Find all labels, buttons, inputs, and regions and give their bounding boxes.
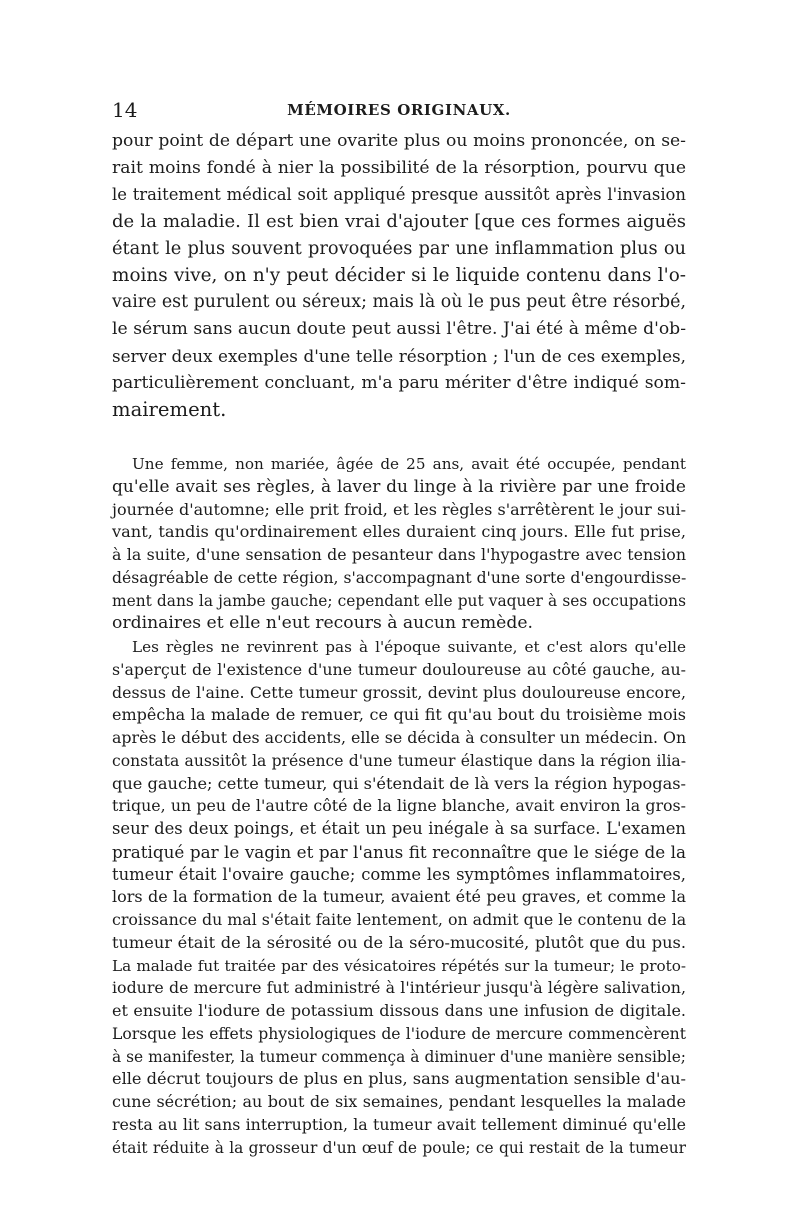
text-line: pratiqué par le vagin et par l'anus fit reconnaître que le siége de la bbox=[112, 841, 686, 862]
text-line: tumeur était l'ovaire gauche; comme les symptômes inflammatoires, bbox=[112, 864, 686, 884]
paragraph-2 bbox=[112, 453, 686, 635]
text-line: s'aperçut de l'existence d'une tumeur douloureuse au côté gauche, au- bbox=[112, 659, 686, 679]
page-number: 14 bbox=[112, 98, 138, 122]
text-line: Les règles ne revinrent pas à l'époque suivante, et c'est alors qu'elle bbox=[132, 638, 686, 656]
text-line: pour point de départ une ovarite plus ou moins prononcée, on se- bbox=[112, 131, 686, 151]
text-line: était réduite à la grosseur d'un œuf de poule; ce qui restait de la tumeur bbox=[112, 1138, 686, 1157]
text-line: rait moins fondé à nier la possibilité de la résorption, pourvu que bbox=[112, 157, 686, 178]
text-line: seur des deux poings, et était un peu inégale à sa surface. L'examen bbox=[112, 819, 686, 838]
text-line: le sérum sans aucun doute peut aussi l'être. J'ai été à même d'ob- bbox=[112, 319, 686, 340]
text-line: mairement. bbox=[112, 398, 227, 422]
text-line: vant, tandis qu'ordinairement elles duraient cinq jours. Elle fut prise, bbox=[112, 522, 686, 542]
running-title: MÉMOIRES ORIGINAUX. bbox=[287, 101, 511, 119]
text-line: après le début des accidents, elle se décida à consulter un médecin. On bbox=[112, 728, 687, 747]
text-line: et ensuite l'iodure de potassium dissous dans une infusion de digitale. bbox=[112, 1001, 686, 1020]
text-line: Lorsque les effets physiologiques de l'iodure de mercure commencèrent bbox=[112, 1024, 686, 1043]
text-line: iodure de mercure fut administré à l'intérieur jusqu'à légère salivation, bbox=[112, 978, 686, 998]
text-line: elle décrut toujours de plus en plus, sans augmentation sensible d'au- bbox=[112, 1069, 686, 1089]
text-line: resta au lit sans interruption, la tumeur avait tellement diminué qu'elle bbox=[112, 1114, 686, 1134]
text-line: à la suite, d'une sensation de pesanteur dans l'hypogastre avec tension bbox=[112, 545, 686, 564]
text-line: La malade fut traitée par des vésicatoires répétés sur la tumeur; le proto- bbox=[112, 956, 686, 975]
text-line: vaire est purulent ou séreux; mais là où le pus peut être résorbé, bbox=[112, 292, 686, 313]
text-line: cune sécrétion; au bout de six semaines, pendant lesquelles la malade bbox=[112, 1092, 686, 1111]
text-line: qu'elle avait ses règles, à laver du linge à la rivière par une froide bbox=[112, 476, 686, 497]
page-header bbox=[112, 97, 686, 123]
text-line: moins vive, on n'y peut décider si le liquide contenu dans l'o- bbox=[112, 264, 686, 286]
text-line: journée d'automne; elle prit froid, et les règles s'arrêtèrent le jour sui- bbox=[112, 499, 686, 519]
text-line: server deux exemples d'une telle résorption ; l'un de ces exemples, bbox=[112, 346, 686, 367]
text-line: dessus de l'aine. Cette tumeur grossit, devint plus douloureuse encore, bbox=[112, 682, 686, 702]
paragraph-3 bbox=[112, 636, 686, 1159]
text-line: le traitement médical soit appliqué presque aussitôt après l'invasion bbox=[112, 184, 686, 204]
text-line: trique, un peu de l'autre côté de la ligne blanche, avait environ la gros- bbox=[112, 796, 686, 816]
text-line: constata aussitôt la présence d'une tumeur élastique dans la région ilia- bbox=[112, 751, 686, 770]
text-line: Une femme, non mariée, âgée de 25 ans, avait été occupée, pendant bbox=[132, 455, 686, 473]
text-line: croissance du mal s'était faite lentement, on admit que le contenu de la bbox=[112, 910, 687, 929]
text-line: étant le plus souvent provoquées par une inflammation plus ou bbox=[112, 237, 686, 259]
text-line: ment dans la jambe gauche; cependant elle put vaquer à ses occupations bbox=[112, 591, 686, 610]
text-line: tumeur était de la sérosité ou de la séro-mucosité, plutôt que du pus. bbox=[112, 932, 686, 952]
text-line: à se manifester, la tumeur commença à diminuer d'une manière sensible; bbox=[112, 1047, 686, 1066]
text-line: désagréable de cette région, s'accompagnant d'une sorte d'engourdisse- bbox=[112, 568, 687, 587]
text-line: que gauche; cette tumeur, qui s'étendait de là vers la région hypogas- bbox=[112, 773, 686, 793]
text-line: de la maladie. Il est bien vrai d'ajouter [que ces formes aiguës bbox=[112, 210, 686, 232]
text-line: particulièrement concluant, m'a paru mériter d'être indiqué som- bbox=[112, 373, 686, 394]
text-line: empêcha la malade de remuer, ce qui fit qu'au bout du troisième mois bbox=[112, 705, 686, 725]
text-line: lors de la formation de la tumeur, avaient été peu graves, et comme la bbox=[112, 887, 686, 907]
text-line: ordinaires et elle n'eut recours à aucun remède. bbox=[112, 613, 533, 634]
paragraph-1 bbox=[112, 128, 686, 424]
